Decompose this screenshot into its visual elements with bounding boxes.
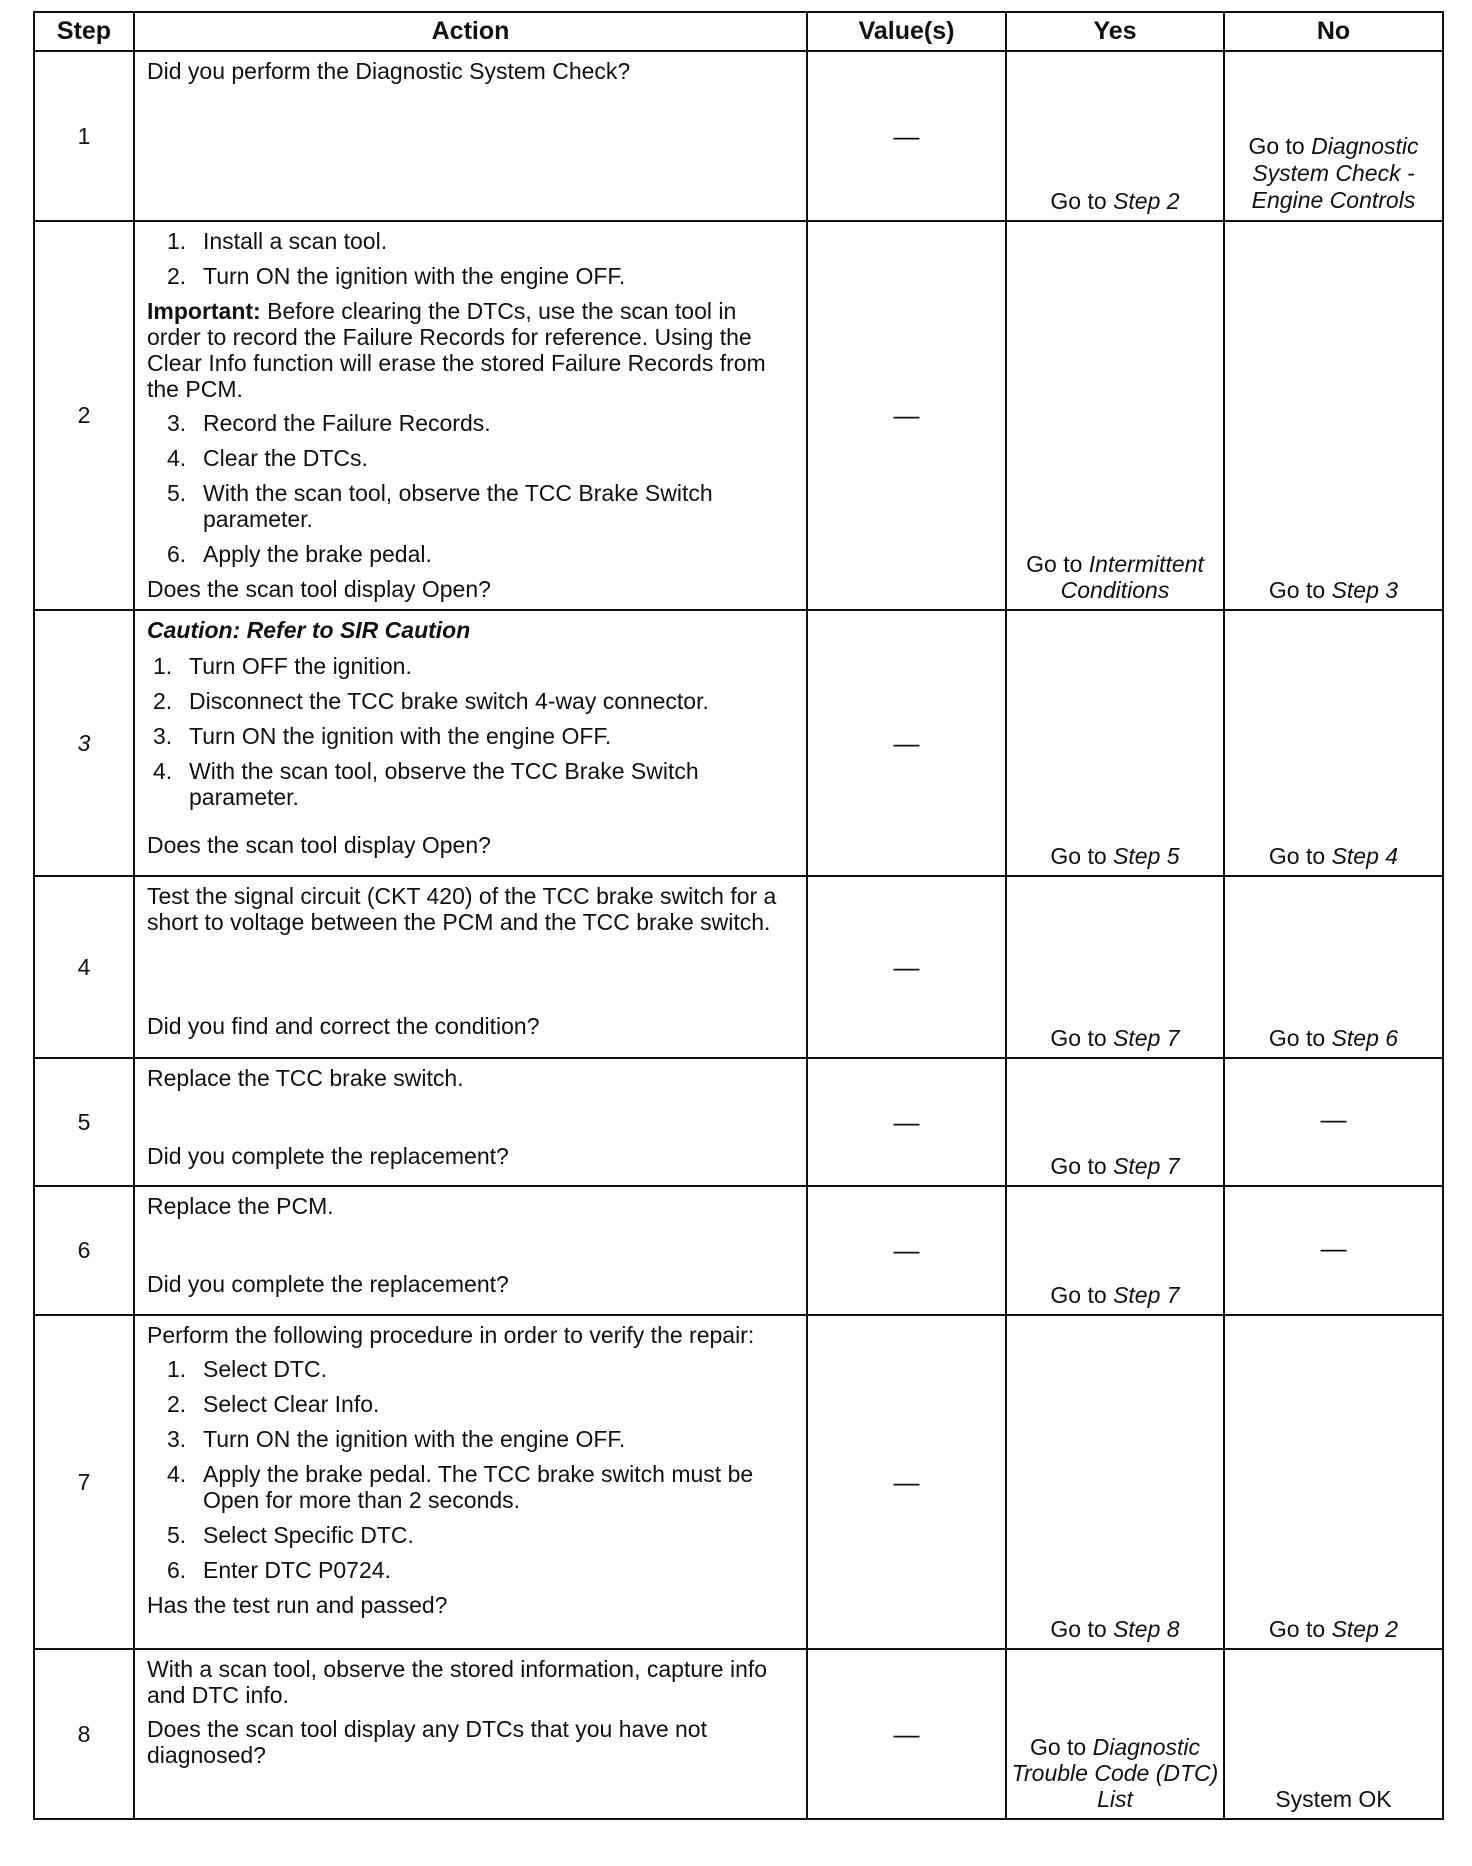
header-step: Step — [34, 12, 134, 51]
header-action: Action — [134, 12, 807, 51]
list-item: 2. Disconnect the TCC brake switch 4-way connector. — [153, 688, 709, 714]
step-list — [147, 410, 794, 567]
list-item: 4. Clear the DTCs. — [167, 445, 368, 471]
question-text: Has the test run and passed? — [147, 1592, 448, 1618]
table-row — [34, 221, 1443, 610]
table-row — [34, 1649, 1443, 1819]
yes-cell[interactable] — [1006, 51, 1224, 221]
yes-prefix: Go to — [1026, 551, 1083, 577]
question-text: Did you find and correct the condition? — [147, 1013, 540, 1039]
list-item: 2. Select Clear Info. — [167, 1391, 380, 1417]
no-cell: — — [1224, 1058, 1443, 1186]
no-cell[interactable] — [1224, 876, 1443, 1058]
list-item: 3. Turn ON the ignition with the engine OFF. — [153, 723, 612, 749]
action-text: Replace the PCM. — [147, 1193, 334, 1219]
action-cell — [134, 51, 807, 221]
action-cell — [134, 1315, 807, 1649]
yes-link[interactable]: Step 7 — [1113, 1282, 1180, 1308]
yes-prefix: Go to — [1050, 188, 1107, 214]
no-cell[interactable] — [1224, 51, 1443, 221]
question-text: Did you complete the replacement? — [147, 1271, 509, 1297]
no-prefix: Go to — [1248, 133, 1305, 159]
action-text: With a scan tool, observe the stored information, capture info and DTC info. — [147, 1656, 768, 1708]
step-number: 4 — [34, 876, 134, 1058]
yes-prefix: Go to — [1029, 1734, 1087, 1760]
no-cell: — — [1224, 1186, 1443, 1315]
value-cell: — — [807, 1058, 1006, 1186]
yes-link[interactable]: Step 5 — [1113, 843, 1180, 869]
no-link[interactable]: Step 2 — [1331, 1616, 1399, 1642]
yes-cell[interactable] — [1006, 1649, 1224, 1819]
list-item: 3. Turn ON the ignition with the engine OFF. — [167, 1426, 626, 1452]
value-cell: — — [807, 221, 1006, 610]
yes-link[interactable]: Step 8 — [1113, 1616, 1180, 1642]
list-item: 1. Install a scan tool. — [167, 228, 388, 254]
no-link[interactable]: Step 4 — [1331, 843, 1399, 869]
table-row — [34, 1315, 1443, 1649]
yes-cell[interactable] — [1006, 1186, 1224, 1315]
question-text: Does the scan tool display any DTCs that you have not diagnosed? — [147, 1716, 707, 1768]
important-note: Important: Before clearing the DTCs, use the scan tool in order to record the Failure Records for reference. Using the Clear Info function will erase the stored Failure Records from the PCM. — [147, 298, 766, 402]
value-cell: — — [807, 51, 1006, 221]
caution-note: Caution: Refer to SIR Caution — [147, 617, 471, 643]
table-row — [34, 610, 1443, 876]
value-cell: — — [807, 1186, 1006, 1315]
step-number: 7 — [34, 1315, 134, 1649]
question-text: Did you complete the replacement? — [147, 1143, 509, 1169]
list-item: 3. Record the Failure Records. — [167, 410, 491, 436]
action-cell — [134, 1186, 807, 1315]
table-row — [34, 1186, 1443, 1315]
header-row — [34, 12, 1443, 51]
question-text: Does the scan tool display Open? — [147, 576, 491, 602]
yes-cell[interactable] — [1006, 610, 1224, 876]
table-row — [34, 51, 1443, 221]
no-link[interactable]: Step 3 — [1331, 577, 1399, 603]
yes-link[interactable]: Step 7 — [1113, 1025, 1180, 1051]
step-number: 8 — [34, 1649, 134, 1819]
action-text: Test the signal circuit (CKT 420) of the TCC brake switch for a short to voltage between the PCM and the TCC brake switch. — [147, 883, 777, 935]
list-item: 5. Select Specific DTC. — [167, 1522, 414, 1548]
value-cell: — — [807, 1315, 1006, 1649]
list-item: 1. Select DTC. — [167, 1356, 327, 1382]
no-link[interactable]: Step 6 — [1331, 1025, 1399, 1051]
yes-link[interactable]: Diagnostic Trouble Code (DTC) List — [1011, 1734, 1219, 1812]
no-prefix: Go to — [1268, 843, 1326, 869]
list-item: 4. With the scan tool, observe the TCC Brake Switch parameter. — [153, 758, 699, 810]
list-item: 6. Enter DTC P0724. — [167, 1557, 391, 1583]
no-cell[interactable] — [1224, 1315, 1443, 1649]
value-cell: — — [807, 610, 1006, 876]
action-cell — [134, 221, 807, 610]
header-no: No — [1224, 12, 1443, 51]
no-cell[interactable] — [1224, 610, 1443, 876]
list-item: 2. Turn ON the ignition with the engine OFF. — [167, 263, 626, 289]
action-cell — [134, 876, 807, 1058]
header-values: Value(s) — [807, 12, 1006, 51]
yes-prefix: Go to — [1050, 1282, 1107, 1308]
question-text: Does the scan tool display Open? — [147, 832, 491, 858]
yes-prefix: Go to — [1050, 1025, 1107, 1051]
action-cell — [134, 1058, 807, 1186]
step-list — [147, 228, 794, 289]
action-cell — [134, 1649, 807, 1819]
yes-cell[interactable] — [1006, 876, 1224, 1058]
yes-prefix: Go to — [1050, 843, 1107, 869]
no-cell[interactable] — [1224, 221, 1443, 610]
list-item: 6. Apply the brake pedal. — [167, 541, 432, 567]
no-prefix: Go to — [1268, 577, 1326, 603]
yes-link[interactable]: Step 7 — [1113, 1153, 1180, 1179]
diagnostic-table — [33, 11, 1444, 1820]
no-link[interactable]: Diagnostic System Check - Engine Controls — [1251, 133, 1419, 213]
no-prefix: Go to — [1268, 1616, 1326, 1642]
step-number: 2 — [34, 221, 134, 610]
yes-prefix: Go to — [1050, 1616, 1107, 1642]
step-number: 1 — [34, 51, 134, 221]
yes-cell[interactable] — [1006, 221, 1224, 610]
no-cell: System OK — [1224, 1649, 1443, 1819]
list-item: 5. With the scan tool, observe the TCC Brake Switch parameter. — [167, 480, 713, 532]
action-text: Replace the TCC brake switch. — [147, 1065, 464, 1091]
yes-prefix: Go to — [1050, 1153, 1107, 1179]
step-list — [147, 1356, 794, 1583]
header-yes: Yes — [1006, 12, 1224, 51]
step-number: 6 — [34, 1186, 134, 1315]
table-row — [34, 1058, 1443, 1186]
action-text: Perform the following procedure in order to verify the repair: — [147, 1322, 755, 1348]
step-list — [147, 653, 794, 810]
step-number: 3 — [34, 610, 134, 876]
yes-link[interactable]: Intermittent Conditions — [1060, 551, 1204, 603]
table-row — [34, 876, 1443, 1058]
list-item: 1. Turn OFF the ignition. — [153, 653, 412, 679]
yes-link[interactable]: Step 2 — [1113, 188, 1180, 214]
value-cell: — — [807, 1649, 1006, 1819]
list-item: 4. Apply the brake pedal. The TCC brake switch must be Open for more than 2 seconds. — [167, 1461, 754, 1513]
yes-cell[interactable] — [1006, 1315, 1224, 1649]
yes-cell[interactable] — [1006, 1058, 1224, 1186]
action-cell — [134, 610, 807, 876]
value-cell: — — [807, 876, 1006, 1058]
question-text: Did you perform the Diagnostic System Check? — [147, 58, 631, 84]
no-prefix: Go to — [1268, 1025, 1326, 1051]
step-number: 5 — [34, 1058, 134, 1186]
